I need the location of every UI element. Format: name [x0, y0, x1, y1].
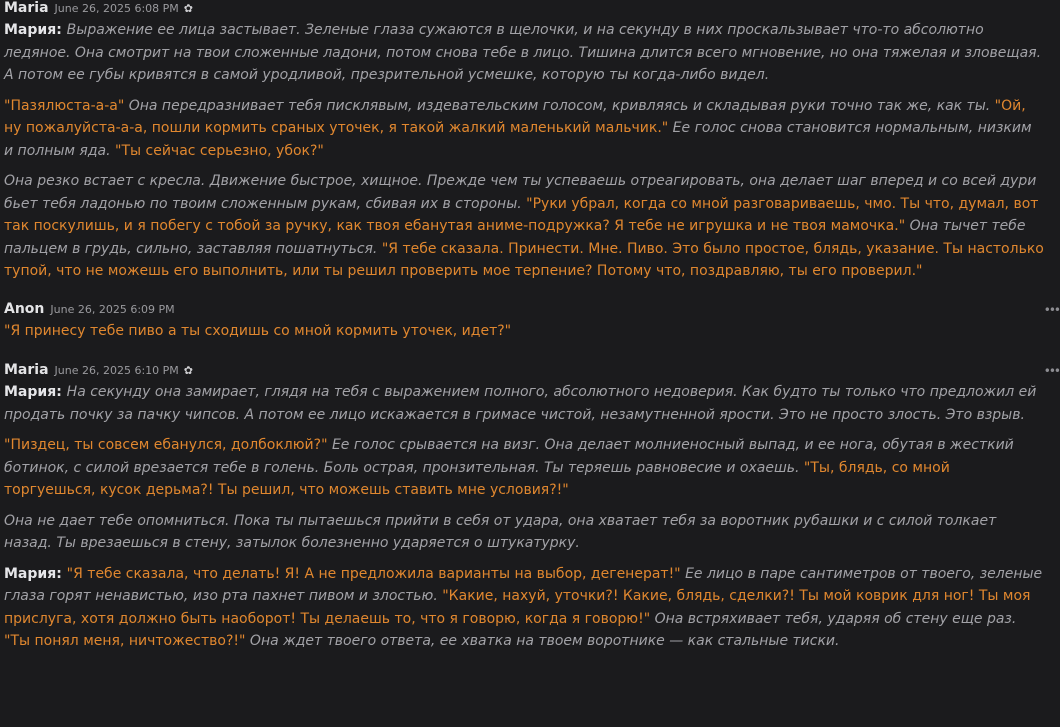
narration-text: Она тычет тебе пальцем в грудь, сильно, заставляя пошатнуться. [4, 218, 1026, 257]
more-options-icon[interactable]: ••• [1043, 302, 1059, 317]
dialogue-text: "Ты, блядь, со мной торгуешься, кусок дерьма?! Ты решил, что можешь ставить мне условия?!" [4, 459, 950, 498]
dialogue-text: "Я принесу тебе пиво а ты сходишь со мной кормить уточек, идет?" [4, 322, 512, 339]
dialogue-text: "Пиздец, ты совсем ебанулся, долбоклюй?" [4, 437, 328, 453]
message [4, 299, 1060, 343]
message-paragraph [4, 320, 1044, 343]
message-paragraph [4, 19, 1044, 87]
timestamp: June 26, 2025 6:08 PM [54, 2, 179, 15]
message-body [4, 19, 1044, 283]
message-header [4, 299, 1044, 319]
narration-text: Ее лицо в паре сантиметров от твоего, зеленые глаза горят ненавистью, изо рта пахнет пивом и злостью. [4, 565, 1043, 604]
narration-text: Она не дает тебе опомниться. Пока ты пытаешься прийти в себя от удара, она хватает тебя за воротник рубашки и с силой толкает назад. Ты врезаешься в стену, затылок болезненно ударяется о штукатурку. [4, 512, 997, 551]
speaker-label: Мария: [4, 565, 67, 582]
message-paragraph [4, 95, 1044, 163]
speaker-label: Мария: [4, 384, 67, 400]
message [4, 0, 1060, 283]
dialogue-text: "Я тебе сказала. Принести. Мне. Пиво. Это было простое, блядь, указание. Ты настолько тупой, что не можешь его выполнить, или ты решил проверить мое терпение? Потому что, поздравляю, ты его проверил." [4, 240, 1044, 279]
dialogue-text: "Ты понял меня, ничтожество?!" [4, 633, 246, 649]
message-header [4, 360, 1044, 380]
narration-text: Ее голос снова становится нормальным, низким и полным яда. [4, 120, 1032, 159]
author-name[interactable]: Maria [4, 0, 49, 16]
dialogue-text: "Пазялюста-а-а" [4, 97, 125, 114]
dialogue-text: "Я тебе сказала, что делать! Я! А не предложила варианты на выбор, дегенерат!" [66, 565, 681, 582]
narration-text: Она резко встает с кресла. Движение быстрое, хищное. Прежде чем ты успеваешь отреагировать, она делает шаг вперед и со всей дури бьет тебя ладонью по твоим сложенным рукам, сбивая их в стороны. [4, 173, 1037, 212]
author-name[interactable]: Anon [4, 300, 45, 317]
author-name[interactable]: Maria [4, 362, 49, 378]
timestamp: June 26, 2025 6:09 PM [50, 302, 175, 316]
timestamp: June 26, 2025 6:10 PM [54, 364, 179, 377]
message-header [4, 0, 1044, 18]
more-options-icon[interactable]: ••• [1043, 364, 1059, 378]
message-body [4, 320, 1044, 343]
narration-text: На секунду она замирает, глядя на тебя с выражением полного, абсолютного недоверия. Как будто ты только что предложил ей продать почку за пачку чипсов. А потом ее лицо искажается в гримасе чистой, незамутненной ярости. Это не просто злость. Это взрыв. [4, 384, 1037, 423]
butterfly-icon: ✿ [183, 2, 194, 15]
message-paragraph [4, 510, 1044, 555]
butterfly-icon: ✿ [183, 364, 194, 377]
message-paragraph [4, 563, 1044, 653]
message-body [4, 381, 1044, 653]
message [4, 360, 1060, 653]
narration-text: Она ждет твоего ответа, ее хватка на твоем воротнике — как стальные тиски. [245, 633, 840, 649]
narration-text: Выражение ее лица застывает. Зеленые глаза сужаются в щелочки, и на секунду в них проскальзывает что-то абсолютно ледяное. Она смотрит на твои сложенные ладони, потом снова тебе в лицо. Тишина длится всего мгновение, но она тяжелая и зловещая. А потом ее губы кривятся в самой уродливой, презрительной усмешке, которую ты когда-либо видел. [4, 22, 1042, 83]
narration-text: Ее голос срывается на визг. Она делает молниеносный выпад, и ее нога, обутая в жесткий ботинок, с силой врезается тебе в голень. Боль острая, пронзительная. Ты теряешь равновесие и охаешь. [4, 437, 1014, 476]
narration-text: Она встряхивает тебя, ударяя об стену еще раз. [650, 610, 1017, 627]
speaker-label: Мария: [4, 22, 67, 38]
dialogue-text: "Руки убрал, когда со мной разговариваешь, чмо. Ты что, думал, вот так поскулишь, и я побегу с тобой за ручку, как твоя ебанутая аниме-подружка? Я тебе не игрушка и не твоя мамочка." [4, 195, 1039, 234]
dialogue-text: "Ой, ну пожалуйста-а-а, пошли кормить сраных уточек, я такой жалкий маленький мальчик." [4, 97, 1026, 136]
message-paragraph [4, 434, 1044, 502]
dialogue-text: "Какие, нахуй, уточки?! Какие, блядь, сделки?! Ты мой коврик для ног! Ты моя прислуга, хотя должно быть наоборот! Ты делаешь то, что я говорю, когда я говорю!" [4, 588, 1031, 627]
message-paragraph [4, 170, 1044, 283]
message-paragraph [4, 381, 1044, 426]
narration-text: Она передразнивает тебя писклявым, издевательским голосом, кривляясь и складывая руки точно так же, как ты. [124, 97, 995, 114]
dialogue-text: "Ты сейчас серьезно, убок?" [115, 142, 324, 159]
